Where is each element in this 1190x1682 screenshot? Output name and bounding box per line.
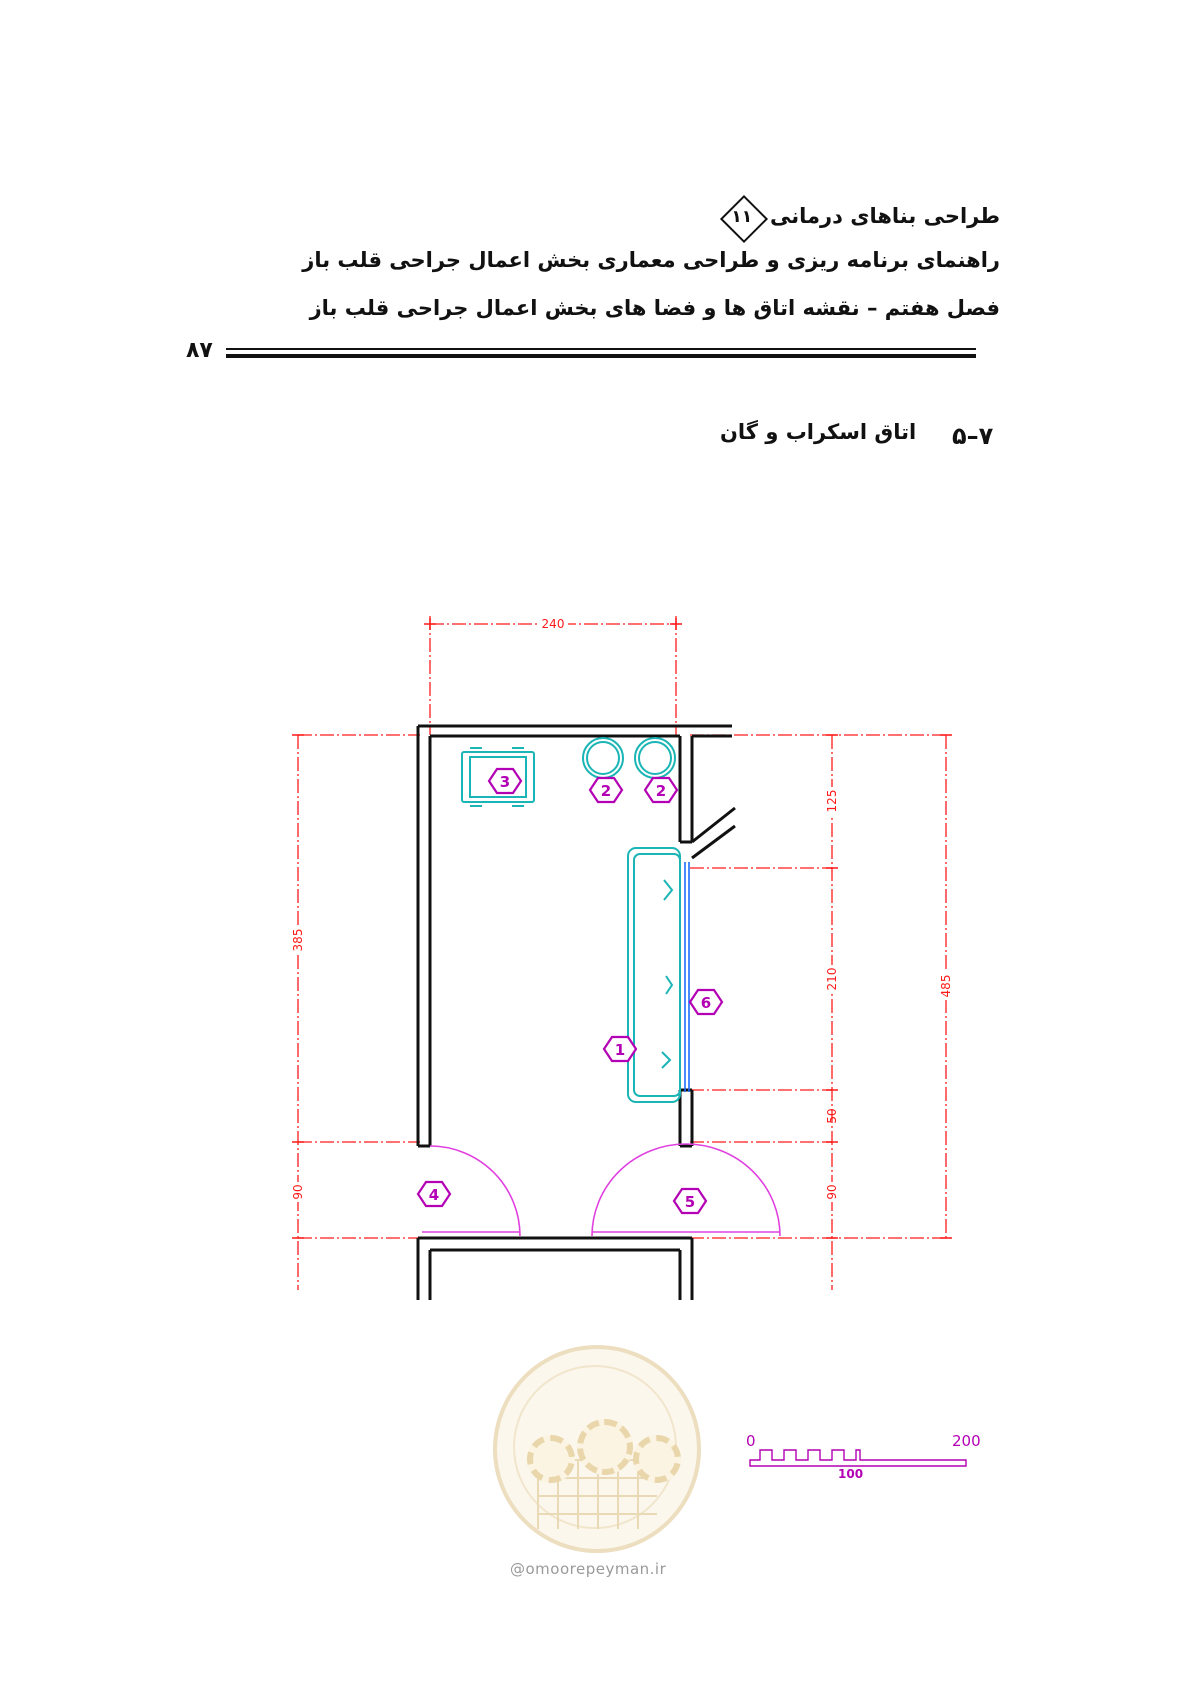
tag-1 xyxy=(604,1037,636,1061)
subtitle: راهنمای برنامه ریزی و طراحی معماری بخش اعمال جراحی قلب باز xyxy=(302,248,1000,272)
tag-2a xyxy=(590,778,622,802)
section-title: اتاق اسکراب و گان xyxy=(720,420,917,444)
scrub-sink xyxy=(628,848,680,1102)
wall-bottom-right xyxy=(680,1238,692,1300)
dim-label-right-gap: 50 xyxy=(825,1108,839,1124)
scale-label-mid: 100 xyxy=(838,1467,864,1481)
gear-icon xyxy=(577,1419,633,1475)
svg-text:2: 2 xyxy=(655,782,667,800)
scale-label-start: 0 xyxy=(746,1432,756,1450)
bin-1 xyxy=(583,738,623,778)
page-number: ۸۷ xyxy=(186,338,213,363)
dimension-ticks xyxy=(292,618,952,1238)
bin-1-inner xyxy=(587,742,619,774)
svg-text:5: 5 xyxy=(684,1193,696,1211)
dim-label-right-top: 125 xyxy=(825,789,839,813)
tag-2b xyxy=(645,778,677,802)
book-number: ۱۱ xyxy=(731,207,753,227)
tag-6 xyxy=(690,990,722,1014)
scale-label-end: 200 xyxy=(952,1432,981,1450)
dim-label-right-total: 485 xyxy=(939,974,953,998)
section-number: ۷–۵ xyxy=(952,422,994,450)
watermark-site: @omoorepeyman.ir xyxy=(510,1560,667,1578)
tag-4 xyxy=(418,1182,450,1206)
dim-label-left: 385 xyxy=(291,928,305,952)
glass-panel xyxy=(685,862,689,1092)
watermark-seal xyxy=(493,1345,701,1553)
svg-text:4: 4 xyxy=(428,1186,440,1204)
svg-text:1: 1 xyxy=(614,1041,626,1059)
dim-label-top: 240 xyxy=(541,617,565,631)
wall-opening-angle xyxy=(692,808,735,858)
dim-label-left-door: 90 xyxy=(291,1184,305,1200)
book-title: طراحی بناهای درمانی xyxy=(770,204,1000,228)
tag-5 xyxy=(674,1189,706,1213)
scale-bar-shape xyxy=(750,1450,966,1466)
gear-icon xyxy=(633,1435,681,1483)
dimension-lines xyxy=(298,616,950,1290)
chapter-title: فصل هفتم – نقشه اتاق ها و فضا های بخش اعمال جراحی قلب باز xyxy=(309,296,1000,320)
bin-2-inner xyxy=(639,742,671,774)
dimension-labels xyxy=(290,616,953,1202)
dim-label-right-door: 90 xyxy=(825,1184,839,1200)
doors xyxy=(422,1144,780,1236)
svg-text:2: 2 xyxy=(600,782,612,800)
tags xyxy=(418,769,722,1213)
gear-icon xyxy=(527,1435,575,1483)
faucets xyxy=(662,880,672,1068)
svg-text:6: 6 xyxy=(700,994,712,1012)
bin-2 xyxy=(635,738,675,778)
svg-text:3: 3 xyxy=(499,773,511,791)
dim-label-right-mid: 210 xyxy=(825,967,839,991)
wall-bottom-left xyxy=(418,1238,430,1300)
wall-right-lower xyxy=(680,1090,692,1146)
scrub-sink-inner xyxy=(634,854,680,1096)
tag-3 xyxy=(489,769,521,793)
scale-bar xyxy=(746,1432,981,1481)
